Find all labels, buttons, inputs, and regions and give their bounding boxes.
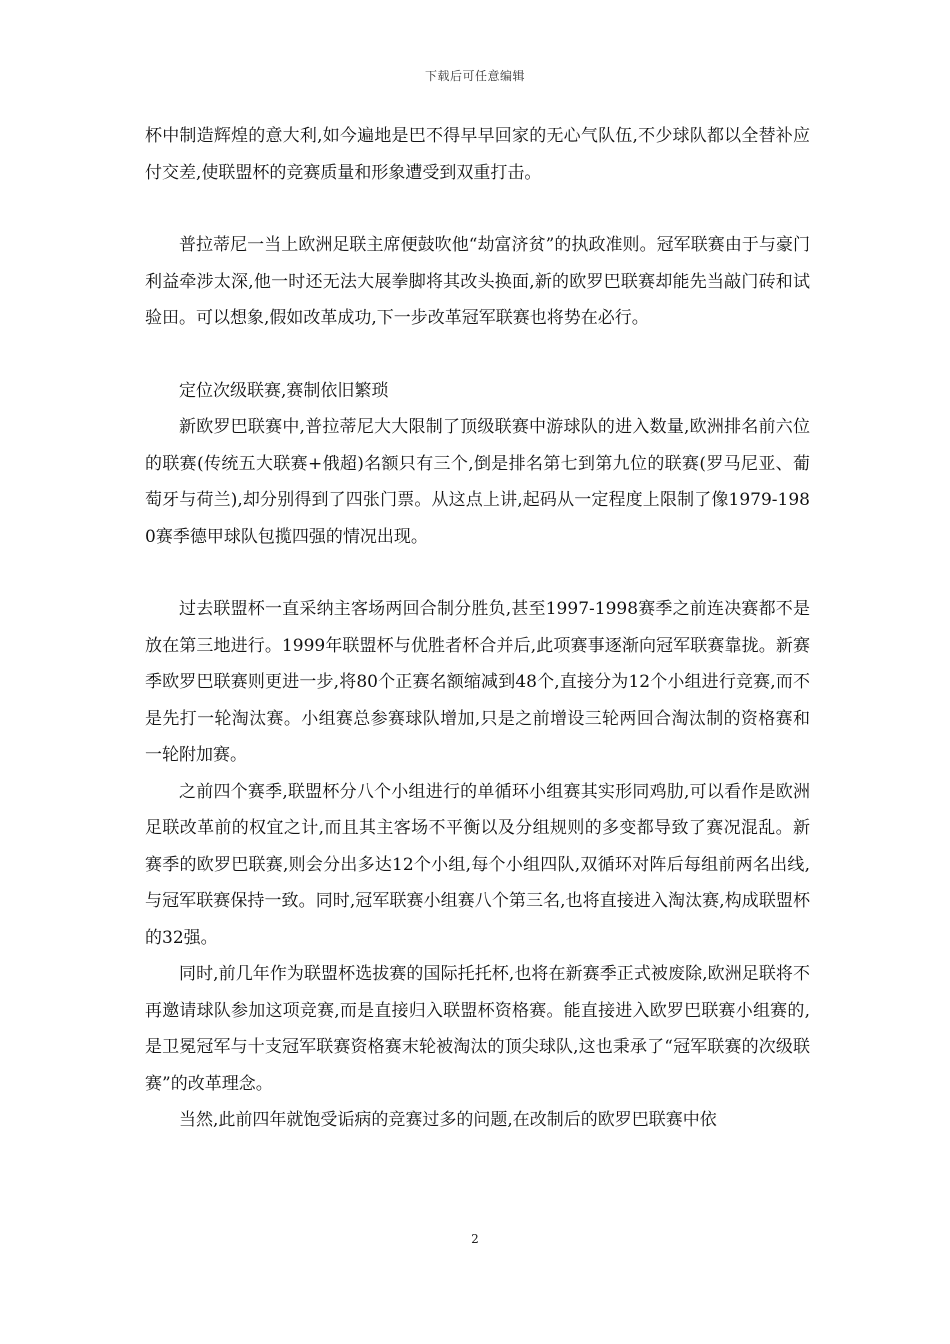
paragraph: 同时,前几年作为联盟杯选拔赛的国际托托杯,也将在新赛季正式被废除,欧洲足联将不再邀请球队参加这项竞赛,而是直接归入联盟杯资格赛。能直接进入欧罗巴联赛小组赛的,是卫冕冠军与十支冠军联赛资格赛末轮被淘汰的顶尖球队,这也秉承了“冠军联赛的次级联赛”的改革理念。 (145, 964, 810, 1094)
paragraph: 过去联盟杯一直采纳主客场两回合制分胜负,甚至1997-1998赛季之前连决赛都不是放在第三地进行。1999年联盟杯与优胜者杯合并后,此项赛事逐渐向冠军联赛靠拢。新赛季欧罗巴联赛则更进一步,将80个正赛名额缩减到48个,直接分为12个小组进行竞赛,而不是先打一轮淘汰赛。小组赛总参赛球队增加,只是之前增设三轮两回合淘汰制的资格赛和一轮附加赛。 (145, 599, 810, 765)
page-number: 2 (471, 1232, 479, 1246)
page-header: 下载后可任意编辑 (424, 69, 525, 83)
paragraph-continuation: 杯中制造辉煌的意大利,如今遍地是巴不得早早回家的无心气队伍,不少球队都以全替补应付交差,使联盟杯的竞赛质量和形象遭受到双重打击。 (145, 126, 810, 183)
paragraph: 普拉蒂尼一当上欧洲足联主席便鼓吹他“劫富济贫”的执政准则。冠军联赛由于与豪门利益牵涉太深,他一时还无法大展拳脚将其改头换面,新的欧罗巴联赛却能先当敲门砖和试验田。可以想象,假如改革成功,下一步改革冠军联赛也将势在必行。 (145, 235, 810, 328)
paragraph: 之前四个赛季,联盟杯分八个小组进行的单循环小组赛其实形同鸡肋,可以看作是欧洲足联改革前的权宜之计,而且其主客场不平衡以及分组规则的多变都导致了赛况混乱。新赛季的欧罗巴联赛,则会分出多达12个小组,每个小组四队,双循环对阵后每组前两名出线,与冠军联赛保持一致。同时,冠军联赛小组赛八个第三名,也将直接进入淘汰赛,构成联盟杯的32强。 (145, 781, 810, 948)
document-body (145, 118, 810, 1139)
paragraph: 新欧罗巴联赛中,普拉蒂尼大大限制了顶级联赛中游球队的进入数量,欧洲排名前六位的联赛(传统五大联赛+俄超)名额只有三个,倒是排名第七到第九位的联赛(罗马尼亚、葡萄牙与荷兰),却分别得到了四张门票。从这点上讲,起码从一定程度上限制了像1979-1980赛季德甲球队包揽四强的情况出现。 (145, 417, 810, 547)
paragraph: 当然,此前四年就饱受诟病的竞赛过多的问题,在改制后的欧罗巴联赛中依 (179, 1110, 717, 1130)
section-heading: 定位次级联赛,赛制依旧繁琐 (179, 380, 389, 401)
